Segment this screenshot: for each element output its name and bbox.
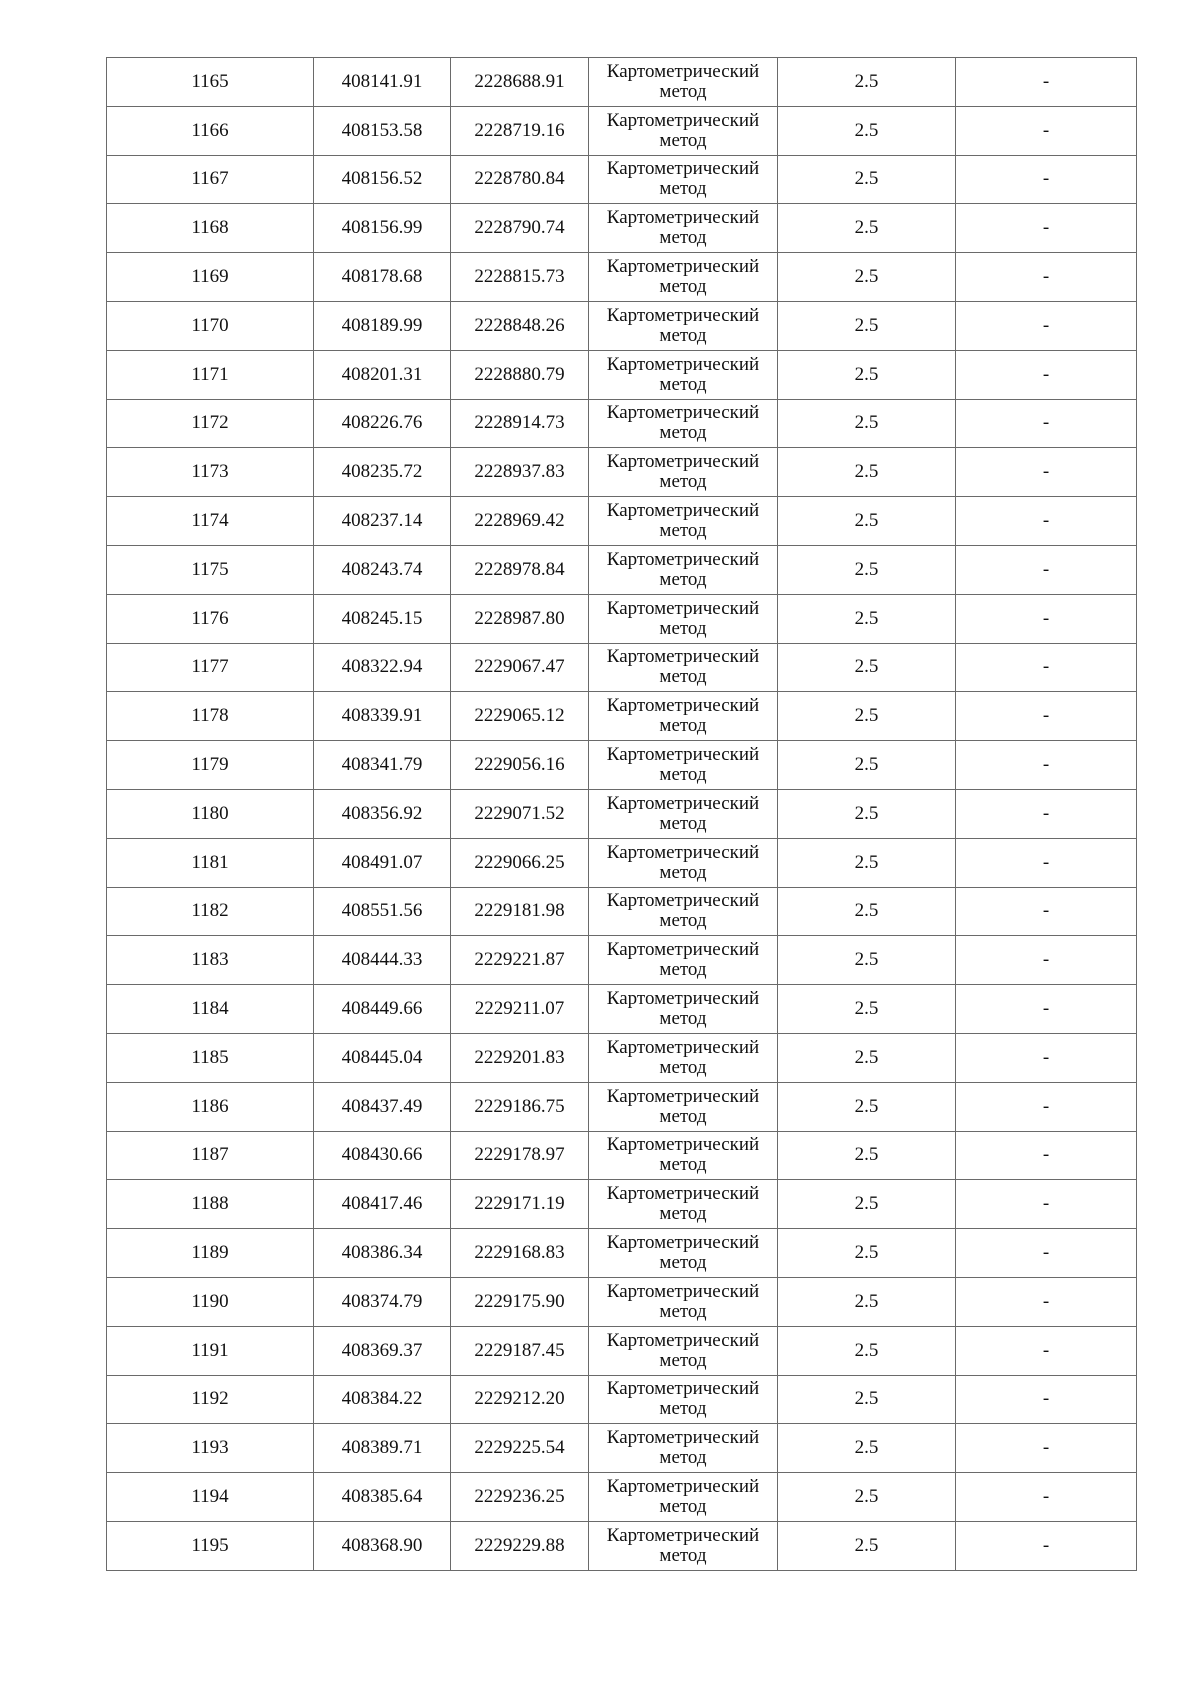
y-coordinate-cell: 2229056.16 (451, 741, 589, 790)
method-line-1: Картометрический (606, 1524, 760, 1546)
method-cell (589, 887, 778, 936)
precision-cell: 2.5 (778, 1326, 956, 1375)
precision-cell: 2.5 (778, 789, 956, 838)
table-row (107, 399, 1137, 448)
method-line-2: метод (659, 715, 707, 737)
precision-cell: 2.5 (778, 1180, 956, 1229)
method-line-1: Картометрический (606, 890, 760, 912)
table-row (107, 350, 1137, 399)
y-coordinate-cell: 2228719.16 (451, 106, 589, 155)
point-number-cell: 1172 (107, 399, 314, 448)
method-cell (589, 1424, 778, 1473)
point-number-cell: 1188 (107, 1180, 314, 1229)
y-coordinate-cell: 2229175.90 (451, 1277, 589, 1326)
y-coordinate-cell: 2229201.83 (451, 1033, 589, 1082)
note-cell: - (956, 545, 1137, 594)
method-line-2: метод (659, 666, 707, 688)
x-coordinate-cell: 408156.99 (314, 204, 451, 253)
note-cell: - (956, 448, 1137, 497)
x-coordinate-cell: 408226.76 (314, 399, 451, 448)
note-cell: - (956, 1326, 1137, 1375)
y-coordinate-cell: 2229225.54 (451, 1424, 589, 1473)
method-line-1: Картометрический (606, 1280, 760, 1302)
y-coordinate-cell: 2229181.98 (451, 887, 589, 936)
point-number-cell: 1174 (107, 497, 314, 546)
method-line-2: метод (659, 1300, 707, 1322)
method-cell (589, 1277, 778, 1326)
point-number-cell: 1182 (107, 887, 314, 936)
method-line-1: Картометрический (606, 1232, 760, 1254)
method-line-1: Картометрический (606, 207, 760, 229)
method-line-2: метод (659, 1496, 707, 1517)
note-cell: - (956, 155, 1137, 204)
precision-cell: 2.5 (778, 936, 956, 985)
method-cell (589, 253, 778, 302)
point-number-cell: 1186 (107, 1082, 314, 1131)
note-cell: - (956, 204, 1137, 253)
y-coordinate-cell: 2229236.25 (451, 1473, 589, 1522)
point-number-cell: 1166 (107, 106, 314, 155)
note-cell: - (956, 106, 1137, 155)
table-row (107, 1326, 1137, 1375)
point-number-cell: 1193 (107, 1424, 314, 1473)
y-coordinate-cell: 2228969.42 (451, 497, 589, 546)
point-number-cell: 1176 (107, 594, 314, 643)
y-coordinate-cell: 2228914.73 (451, 399, 589, 448)
y-coordinate-cell: 2229065.12 (451, 692, 589, 741)
x-coordinate-cell: 408385.64 (314, 1473, 451, 1522)
point-number-cell: 1185 (107, 1033, 314, 1082)
method-cell (589, 350, 778, 399)
precision-cell: 2.5 (778, 1131, 956, 1180)
precision-cell: 2.5 (778, 1375, 956, 1424)
method-cell (589, 936, 778, 985)
x-coordinate-cell: 408156.52 (314, 155, 451, 204)
point-number-cell: 1165 (107, 58, 314, 107)
x-coordinate-cell: 408237.14 (314, 497, 451, 546)
method-line-2: метод (659, 1203, 707, 1225)
y-coordinate-cell: 2228987.80 (451, 594, 589, 643)
x-coordinate-cell: 408153.58 (314, 106, 451, 155)
coordinates-table (106, 57, 1137, 1571)
table-row (107, 497, 1137, 546)
x-coordinate-cell: 408389.71 (314, 1424, 451, 1473)
method-line-1: Картометрический (606, 1378, 760, 1400)
x-coordinate-cell: 408178.68 (314, 253, 451, 302)
method-line-2: метод (659, 1154, 707, 1176)
x-coordinate-cell: 408445.04 (314, 1033, 451, 1082)
note-cell: - (956, 1033, 1137, 1082)
note-cell: - (956, 497, 1137, 546)
table-row (107, 155, 1137, 204)
note-cell: - (956, 1082, 1137, 1131)
method-line-2: метод (659, 1252, 707, 1274)
point-number-cell: 1167 (107, 155, 314, 204)
method-line-1: Картометрический (606, 1183, 760, 1205)
x-coordinate-cell: 408339.91 (314, 692, 451, 741)
method-line-1: Картометрический (606, 1085, 760, 1107)
method-cell (589, 1521, 778, 1570)
x-coordinate-cell: 408551.56 (314, 887, 451, 936)
method-cell (589, 643, 778, 692)
table-row (107, 1180, 1137, 1229)
method-line-2: метод (659, 1544, 707, 1566)
table-row (107, 1375, 1137, 1424)
method-line-1: Картометрический (606, 158, 760, 180)
point-number-cell: 1175 (107, 545, 314, 594)
x-coordinate-cell: 408444.33 (314, 936, 451, 985)
x-coordinate-cell: 408417.46 (314, 1180, 451, 1229)
method-line-1: Картометрический (606, 939, 760, 961)
note-cell: - (956, 1521, 1137, 1570)
method-line-1: Картометрический (606, 646, 760, 668)
note-cell: - (956, 936, 1137, 985)
table-row (107, 1424, 1137, 1473)
precision-cell: 2.5 (778, 985, 956, 1034)
precision-cell: 2.5 (778, 106, 956, 155)
point-number-cell: 1180 (107, 789, 314, 838)
method-cell (589, 545, 778, 594)
point-number-cell: 1191 (107, 1326, 314, 1375)
y-coordinate-cell: 2229071.52 (451, 789, 589, 838)
precision-cell: 2.5 (778, 594, 956, 643)
y-coordinate-cell: 2228780.84 (451, 155, 589, 204)
method-line-1: Картометрический (606, 1036, 760, 1058)
precision-cell: 2.5 (778, 1473, 956, 1522)
y-coordinate-cell: 2228815.73 (451, 253, 589, 302)
method-line-2: метод (659, 129, 707, 151)
method-line-2: метод (659, 617, 707, 639)
precision-cell: 2.5 (778, 545, 956, 594)
method-line-1: Картометрический (606, 1476, 760, 1497)
method-line-1: Картометрический (606, 109, 760, 131)
method-line-1: Картометрический (606, 988, 760, 1010)
y-coordinate-cell: 2229066.25 (451, 838, 589, 887)
note-cell: - (956, 350, 1137, 399)
method-line-1: Картометрический (606, 256, 760, 278)
method-line-2: метод (659, 959, 707, 981)
note-cell: - (956, 1424, 1137, 1473)
point-number-cell: 1170 (107, 301, 314, 350)
point-number-cell: 1192 (107, 1375, 314, 1424)
coordinates-table-body (107, 58, 1137, 1571)
method-cell (589, 301, 778, 350)
table-row (107, 106, 1137, 155)
table-row (107, 204, 1137, 253)
note-cell: - (956, 692, 1137, 741)
table-row (107, 887, 1137, 936)
note-cell: - (956, 594, 1137, 643)
method-line-1: Картометрический (606, 451, 760, 473)
table-row (107, 545, 1137, 594)
method-line-2: метод (659, 276, 707, 298)
precision-cell: 2.5 (778, 301, 956, 350)
point-number-cell: 1169 (107, 253, 314, 302)
note-cell: - (956, 887, 1137, 936)
method-line-2: метод (659, 520, 707, 542)
precision-cell: 2.5 (778, 1082, 956, 1131)
method-cell (589, 1229, 778, 1278)
point-number-cell: 1190 (107, 1277, 314, 1326)
method-cell (589, 1375, 778, 1424)
precision-cell: 2.5 (778, 1277, 956, 1326)
point-number-cell: 1187 (107, 1131, 314, 1180)
x-coordinate-cell: 408491.07 (314, 838, 451, 887)
table-row (107, 253, 1137, 302)
x-coordinate-cell: 408449.66 (314, 985, 451, 1034)
note-cell: - (956, 1131, 1137, 1180)
method-line-1: Картометрический (606, 792, 760, 814)
table-row (107, 301, 1137, 350)
table-row (107, 789, 1137, 838)
method-cell (589, 106, 778, 155)
table-row (107, 741, 1137, 790)
note-cell: - (956, 253, 1137, 302)
method-cell (589, 58, 778, 107)
point-number-cell: 1195 (107, 1521, 314, 1570)
table-row (107, 1082, 1137, 1131)
method-line-1: Картометрический (606, 1427, 760, 1449)
table-row (107, 1277, 1137, 1326)
precision-cell: 2.5 (778, 1521, 956, 1570)
y-coordinate-cell: 2229211.07 (451, 985, 589, 1034)
table-row (107, 1473, 1137, 1522)
method-line-2: метод (659, 1447, 707, 1469)
table-row (107, 1229, 1137, 1278)
note-cell: - (956, 399, 1137, 448)
x-coordinate-cell: 408368.90 (314, 1521, 451, 1570)
point-number-cell: 1179 (107, 741, 314, 790)
point-number-cell: 1184 (107, 985, 314, 1034)
point-number-cell: 1173 (107, 448, 314, 497)
method-line-2: метод (659, 1398, 707, 1420)
method-line-2: метод (659, 764, 707, 786)
note-cell: - (956, 789, 1137, 838)
x-coordinate-cell: 408141.91 (314, 58, 451, 107)
y-coordinate-cell: 2228790.74 (451, 204, 589, 253)
method-line-1: Картометрический (606, 597, 760, 619)
method-cell (589, 497, 778, 546)
precision-cell: 2.5 (778, 448, 956, 497)
precision-cell: 2.5 (778, 838, 956, 887)
y-coordinate-cell: 2229178.97 (451, 1131, 589, 1180)
method-line-2: метод (659, 178, 707, 200)
y-coordinate-cell: 2228688.91 (451, 58, 589, 107)
y-coordinate-cell: 2229067.47 (451, 643, 589, 692)
y-coordinate-cell: 2229229.88 (451, 1521, 589, 1570)
y-coordinate-cell: 2229168.83 (451, 1229, 589, 1278)
x-coordinate-cell: 408356.92 (314, 789, 451, 838)
point-number-cell: 1194 (107, 1473, 314, 1522)
method-line-1: Картометрический (606, 402, 760, 424)
x-coordinate-cell: 408386.34 (314, 1229, 451, 1278)
method-line-2: метод (659, 812, 707, 834)
precision-cell: 2.5 (778, 497, 956, 546)
method-cell (589, 448, 778, 497)
precision-cell: 2.5 (778, 1424, 956, 1473)
precision-cell: 2.5 (778, 58, 956, 107)
method-cell (589, 204, 778, 253)
precision-cell: 2.5 (778, 350, 956, 399)
method-line-1: Картометрический (606, 744, 760, 766)
table-row (107, 692, 1137, 741)
note-cell: - (956, 1375, 1137, 1424)
table-row (107, 594, 1137, 643)
x-coordinate-cell: 408374.79 (314, 1277, 451, 1326)
y-coordinate-cell: 2229212.20 (451, 1375, 589, 1424)
y-coordinate-cell: 2228880.79 (451, 350, 589, 399)
method-line-2: метод (659, 324, 707, 346)
method-line-1: Картометрический (606, 60, 760, 82)
y-coordinate-cell: 2229221.87 (451, 936, 589, 985)
note-cell: - (956, 838, 1137, 887)
note-cell: - (956, 741, 1137, 790)
x-coordinate-cell: 408245.15 (314, 594, 451, 643)
method-line-1: Картометрический (606, 695, 760, 717)
precision-cell: 2.5 (778, 741, 956, 790)
table-row (107, 1131, 1137, 1180)
x-coordinate-cell: 408341.79 (314, 741, 451, 790)
note-cell: - (956, 58, 1137, 107)
x-coordinate-cell: 408235.72 (314, 448, 451, 497)
method-line-2: метод (659, 1349, 707, 1371)
x-coordinate-cell: 408384.22 (314, 1375, 451, 1424)
point-number-cell: 1189 (107, 1229, 314, 1278)
method-cell (589, 155, 778, 204)
method-line-2: метод (659, 227, 707, 249)
precision-cell: 2.5 (778, 155, 956, 204)
table-row (107, 58, 1137, 107)
x-coordinate-cell: 408430.66 (314, 1131, 451, 1180)
method-line-2: метод (659, 471, 707, 493)
method-line-1: Картометрический (606, 1329, 760, 1351)
method-cell (589, 1326, 778, 1375)
x-coordinate-cell: 408189.99 (314, 301, 451, 350)
method-line-1: Картометрический (606, 304, 760, 326)
x-coordinate-cell: 408243.74 (314, 545, 451, 594)
table-row (107, 448, 1137, 497)
point-number-cell: 1171 (107, 350, 314, 399)
y-coordinate-cell: 2228848.26 (451, 301, 589, 350)
note-cell: - (956, 301, 1137, 350)
y-coordinate-cell: 2229171.19 (451, 1180, 589, 1229)
precision-cell: 2.5 (778, 643, 956, 692)
precision-cell: 2.5 (778, 399, 956, 448)
y-coordinate-cell: 2229186.75 (451, 1082, 589, 1131)
precision-cell: 2.5 (778, 253, 956, 302)
method-line-1: Картометрический (606, 500, 760, 522)
precision-cell: 2.5 (778, 1229, 956, 1278)
method-cell (589, 692, 778, 741)
table-row (107, 1521, 1137, 1570)
x-coordinate-cell: 408437.49 (314, 1082, 451, 1131)
table-row (107, 643, 1137, 692)
method-cell (589, 1180, 778, 1229)
y-coordinate-cell: 2229187.45 (451, 1326, 589, 1375)
method-cell (589, 789, 778, 838)
method-cell (589, 399, 778, 448)
point-number-cell: 1177 (107, 643, 314, 692)
point-number-cell: 1178 (107, 692, 314, 741)
precision-cell: 2.5 (778, 1033, 956, 1082)
x-coordinate-cell: 408201.31 (314, 350, 451, 399)
table-row (107, 1033, 1137, 1082)
method-line-1: Картометрический (606, 1134, 760, 1156)
precision-cell: 2.5 (778, 887, 956, 936)
point-number-cell: 1181 (107, 838, 314, 887)
precision-cell: 2.5 (778, 692, 956, 741)
method-line-2: метод (659, 1105, 707, 1127)
method-line-2: метод (659, 910, 707, 932)
note-cell: - (956, 985, 1137, 1034)
point-number-cell: 1183 (107, 936, 314, 985)
x-coordinate-cell: 408369.37 (314, 1326, 451, 1375)
method-line-2: метод (659, 80, 707, 102)
note-cell: - (956, 1473, 1137, 1522)
y-coordinate-cell: 2228937.83 (451, 448, 589, 497)
method-line-1: Картометрический (606, 548, 760, 570)
method-line-2: метод (659, 373, 707, 395)
method-cell (589, 838, 778, 887)
method-cell (589, 1473, 778, 1522)
method-line-2: метод (659, 861, 707, 883)
table-row (107, 838, 1137, 887)
method-cell (589, 1131, 778, 1180)
note-cell: - (956, 1277, 1137, 1326)
precision-cell: 2.5 (778, 204, 956, 253)
note-cell: - (956, 643, 1137, 692)
method-line-2: метод (659, 1056, 707, 1078)
method-line-2: метод (659, 422, 707, 444)
method-line-2: метод (659, 568, 707, 590)
table-row (107, 985, 1137, 1034)
method-cell (589, 594, 778, 643)
point-number-cell: 1168 (107, 204, 314, 253)
method-cell (589, 741, 778, 790)
method-line-1: Картометрический (606, 353, 760, 375)
note-cell: - (956, 1180, 1137, 1229)
method-cell (589, 1082, 778, 1131)
method-line-2: метод (659, 1008, 707, 1030)
y-coordinate-cell: 2228978.84 (451, 545, 589, 594)
method-cell (589, 985, 778, 1034)
table-row (107, 936, 1137, 985)
x-coordinate-cell: 408322.94 (314, 643, 451, 692)
note-cell: - (956, 1229, 1137, 1278)
method-cell (589, 1033, 778, 1082)
method-line-1: Картометрический (606, 841, 760, 863)
